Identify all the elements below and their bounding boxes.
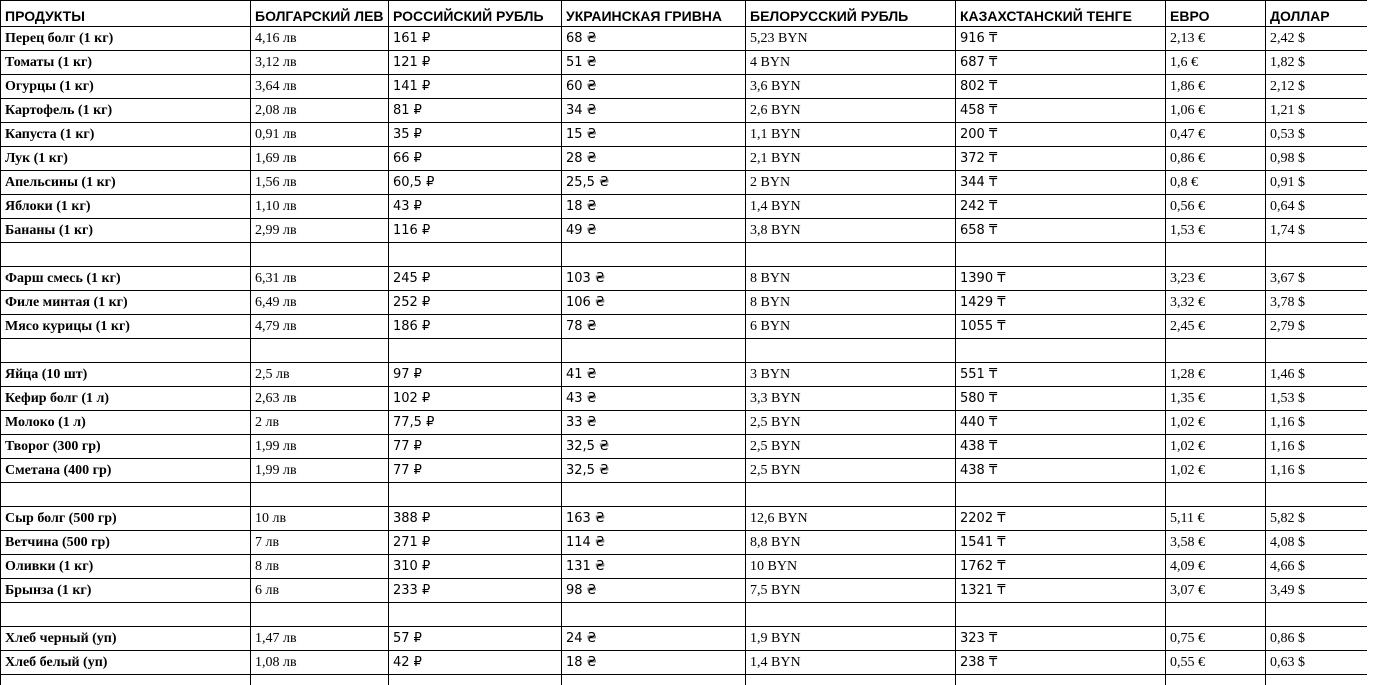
price-cell-byn[interactable]: 3,8 BYN (746, 219, 956, 243)
price-cell-byn[interactable]: 2,5 BYN (746, 435, 956, 459)
empty-cell[interactable] (1, 603, 251, 627)
empty-cell[interactable] (956, 675, 1166, 685)
price-cell-byn[interactable]: 8,8 BYN (746, 531, 956, 555)
price-cell-eur[interactable]: 0,8 € (1166, 171, 1266, 195)
table-row (1, 267, 1368, 291)
empty-cell[interactable] (956, 603, 1166, 627)
price-cell-byn[interactable]: 3,3 BYN (746, 387, 956, 411)
price-cell-bgn[interactable]: 0,91 лв (251, 123, 389, 147)
product-name-cell[interactable]: Оливки (1 кг) (1, 555, 251, 579)
product-name-cell[interactable]: Томаты (1 кг) (1, 51, 251, 75)
price-cell-byn[interactable]: 7,5 BYN (746, 579, 956, 603)
product-name-cell[interactable]: Хлеб черный (уп) (1, 627, 251, 651)
price-cell-eur[interactable]: 1,02 € (1166, 411, 1266, 435)
price-cell-bgn[interactable]: 3,12 лв (251, 51, 389, 75)
price-cell-uah[interactable]: 106 ₴ (562, 291, 746, 315)
price-cell-kzt[interactable]: 323 ₸ (956, 627, 1166, 651)
price-cell-uah[interactable]: 28 ₴ (562, 147, 746, 171)
price-cell-bgn[interactable]: 1,10 лв (251, 195, 389, 219)
price-cell-byn[interactable]: 5,23 BYN (746, 27, 956, 51)
price-cell-byn[interactable]: 2,5 BYN (746, 411, 956, 435)
column-header-rub[interactable]: РОССИЙСКИЙ РУБЛЬ (389, 1, 562, 27)
price-cell-rub[interactable]: 310 ₽ (389, 555, 562, 579)
product-name-cell[interactable]: Кефир болг (1 л) (1, 387, 251, 411)
price-cell-rub[interactable]: 245 ₽ (389, 267, 562, 291)
price-cell-kzt[interactable]: 1429 ₸ (956, 291, 1166, 315)
price-cell-kzt[interactable]: 238 ₸ (956, 651, 1166, 675)
table-row (1, 51, 1368, 75)
product-name-cell[interactable]: Сметана (400 гр) (1, 459, 251, 483)
price-cell-byn[interactable]: 2,6 BYN (746, 99, 956, 123)
price-cell-eur[interactable]: 1,35 € (1166, 387, 1266, 411)
product-name-cell[interactable]: Хлеб белый (уп) (1, 651, 251, 675)
price-cell-uah[interactable]: 103 ₴ (562, 267, 746, 291)
price-cell-byn[interactable]: 1,4 BYN (746, 195, 956, 219)
table-row (1, 531, 1368, 555)
price-cell-rub[interactable]: 233 ₽ (389, 579, 562, 603)
price-cell-rub[interactable]: 271 ₽ (389, 531, 562, 555)
price-cell-eur[interactable]: 1,28 € (1166, 363, 1266, 387)
price-cell-rub[interactable]: 43 ₽ (389, 195, 562, 219)
product-name-cell[interactable]: Мясо курицы (1 кг) (1, 315, 251, 339)
price-cell-eur[interactable]: 3,32 € (1166, 291, 1266, 315)
price-cell-byn[interactable]: 10 BYN (746, 555, 956, 579)
price-cell-kzt[interactable]: 242 ₸ (956, 195, 1166, 219)
column-header-kzt[interactable]: КАЗАХСТАНСКИЙ ТЕНГЕ (956, 1, 1166, 27)
table-row (1, 219, 1368, 243)
empty-cell[interactable] (562, 675, 746, 685)
price-cell-uah[interactable]: 131 ₴ (562, 555, 746, 579)
price-cell-bgn[interactable]: 1,99 лв (251, 435, 389, 459)
table-row (1, 171, 1368, 195)
price-cell-rub[interactable]: 77 ₽ (389, 459, 562, 483)
table-row (1, 411, 1368, 435)
price-cell-bgn[interactable]: 2,99 лв (251, 219, 389, 243)
product-name-cell[interactable]: Огурцы (1 кг) (1, 75, 251, 99)
empty-cell[interactable] (251, 339, 389, 363)
product-name-cell[interactable]: Картофель (1 кг) (1, 99, 251, 123)
price-cell-uah[interactable]: 32,5 ₴ (562, 459, 746, 483)
empty-cell[interactable] (1, 483, 251, 507)
product-name-cell[interactable]: Фарш смесь (1 кг) (1, 267, 251, 291)
price-cell-kzt[interactable]: 1541 ₸ (956, 531, 1166, 555)
table-row (1, 627, 1368, 651)
empty-cell[interactable] (1266, 339, 1368, 363)
column-header-usd[interactable]: ДОЛЛАР (1266, 1, 1368, 27)
price-cell-kzt[interactable]: 458 ₸ (956, 99, 1166, 123)
empty-cell[interactable] (746, 243, 956, 267)
price-cell-eur[interactable]: 3,23 € (1166, 267, 1266, 291)
empty-cell[interactable] (1, 243, 251, 267)
product-name-cell[interactable]: Яблоки (1 кг) (1, 195, 251, 219)
price-cell-eur[interactable]: 1,06 € (1166, 99, 1266, 123)
price-cell-byn[interactable]: 2 BYN (746, 171, 956, 195)
price-cell-eur[interactable]: 0,86 € (1166, 147, 1266, 171)
table-row (1, 579, 1368, 603)
price-cell-bgn[interactable]: 2,63 лв (251, 387, 389, 411)
price-cell-usd[interactable]: 4,08 $ (1266, 531, 1368, 555)
product-name-cell[interactable]: Творог (300 гр) (1, 435, 251, 459)
empty-cell[interactable] (1166, 603, 1266, 627)
table-row (1, 315, 1368, 339)
empty-row (1, 483, 1368, 507)
empty-cell[interactable] (746, 675, 956, 685)
price-cell-eur[interactable]: 3,58 € (1166, 531, 1266, 555)
price-cell-bgn[interactable]: 6,49 лв (251, 291, 389, 315)
price-cell-uah[interactable]: 60 ₴ (562, 75, 746, 99)
price-cell-usd[interactable]: 0,53 $ (1266, 123, 1368, 147)
product-name-cell[interactable]: Филе минтая (1 кг) (1, 291, 251, 315)
price-cell-byn[interactable]: 3 BYN (746, 363, 956, 387)
empty-cell[interactable] (1166, 243, 1266, 267)
table-row (1, 363, 1368, 387)
column-header-bgn[interactable]: БОЛГАРСКИЙ ЛЕВ (251, 1, 389, 27)
empty-cell[interactable] (956, 339, 1166, 363)
empty-cell[interactable] (1266, 603, 1368, 627)
empty-cell[interactable] (562, 243, 746, 267)
price-cell-kzt[interactable]: 1762 ₸ (956, 555, 1166, 579)
empty-cell[interactable] (389, 603, 562, 627)
price-cell-byn[interactable]: 1,4 BYN (746, 651, 956, 675)
price-cell-uah[interactable]: 41 ₴ (562, 363, 746, 387)
table-row (1, 555, 1368, 579)
price-cell-usd[interactable]: 1,16 $ (1266, 435, 1368, 459)
product-name-cell[interactable]: Яйца (10 шт) (1, 363, 251, 387)
empty-cell[interactable] (251, 675, 389, 685)
empty-cell[interactable] (562, 603, 746, 627)
price-cell-uah[interactable]: 43 ₴ (562, 387, 746, 411)
price-cell-uah[interactable]: 33 ₴ (562, 411, 746, 435)
empty-cell[interactable] (251, 603, 389, 627)
price-cell-uah[interactable]: 98 ₴ (562, 579, 746, 603)
price-cell-bgn[interactable]: 4,16 лв (251, 27, 389, 51)
price-cell-kzt[interactable]: 344 ₸ (956, 171, 1166, 195)
empty-cell[interactable] (251, 483, 389, 507)
empty-cell[interactable] (389, 483, 562, 507)
price-cell-byn[interactable]: 4 BYN (746, 51, 956, 75)
price-cell-eur[interactable]: 1,53 € (1166, 219, 1266, 243)
price-cell-uah[interactable]: 32,5 ₴ (562, 435, 746, 459)
product-name-cell[interactable]: Молоко (1 л) (1, 411, 251, 435)
table-row (1, 195, 1368, 219)
header-row (1, 1, 1368, 27)
price-cell-usd[interactable]: 0,86 $ (1266, 627, 1368, 651)
price-cell-usd[interactable]: 0,64 $ (1266, 195, 1368, 219)
price-cell-rub[interactable]: 116 ₽ (389, 219, 562, 243)
price-cell-rub[interactable]: 77 ₽ (389, 435, 562, 459)
empty-cell[interactable] (1166, 675, 1266, 685)
price-cell-rub[interactable]: 102 ₽ (389, 387, 562, 411)
price-cell-kzt[interactable]: 687 ₸ (956, 51, 1166, 75)
price-cell-byn[interactable]: 3,6 BYN (746, 75, 956, 99)
price-cell-uah[interactable]: 163 ₴ (562, 507, 746, 531)
product-name-cell[interactable]: Бананы (1 кг) (1, 219, 251, 243)
price-cell-bgn[interactable]: 1,69 лв (251, 147, 389, 171)
price-cell-uah[interactable]: 49 ₴ (562, 219, 746, 243)
price-cell-eur[interactable]: 0,75 € (1166, 627, 1266, 651)
price-cell-byn[interactable]: 1,9 BYN (746, 627, 956, 651)
price-cell-usd[interactable]: 5,82 $ (1266, 507, 1368, 531)
price-cell-rub[interactable]: 252 ₽ (389, 291, 562, 315)
price-cell-eur[interactable]: 1,02 € (1166, 435, 1266, 459)
empty-cell[interactable] (956, 243, 1166, 267)
price-cell-kzt[interactable]: 438 ₸ (956, 435, 1166, 459)
price-cell-usd[interactable]: 3,67 $ (1266, 267, 1368, 291)
price-cell-uah[interactable]: 34 ₴ (562, 99, 746, 123)
price-cell-eur[interactable]: 2,45 € (1166, 315, 1266, 339)
price-cell-bgn[interactable]: 6 лв (251, 579, 389, 603)
empty-cell[interactable] (1266, 675, 1368, 685)
price-cell-bgn[interactable]: 10 лв (251, 507, 389, 531)
price-cell-eur[interactable]: 4,09 € (1166, 555, 1266, 579)
empty-cell[interactable] (1266, 483, 1368, 507)
price-cell-usd[interactable]: 2,12 $ (1266, 75, 1368, 99)
column-header-byn[interactable]: БЕЛОРУССКИЙ РУБЛЬ (746, 1, 956, 27)
price-cell-uah[interactable]: 15 ₴ (562, 123, 746, 147)
empty-cell[interactable] (746, 603, 956, 627)
price-cell-eur[interactable]: 0,55 € (1166, 651, 1266, 675)
price-cell-usd[interactable]: 2,42 $ (1266, 27, 1368, 51)
price-cell-eur[interactable]: 0,47 € (1166, 123, 1266, 147)
empty-cell[interactable] (1, 675, 251, 685)
price-cell-rub[interactable]: 121 ₽ (389, 51, 562, 75)
product-name-cell[interactable]: Лук (1 кг) (1, 147, 251, 171)
price-cell-uah[interactable]: 78 ₴ (562, 315, 746, 339)
table-row (1, 123, 1368, 147)
table-row (1, 99, 1368, 123)
table-row (1, 291, 1368, 315)
price-cell-eur[interactable]: 3,07 € (1166, 579, 1266, 603)
price-cell-eur[interactable]: 2,13 € (1166, 27, 1266, 51)
price-cell-usd[interactable]: 1,53 $ (1266, 387, 1368, 411)
price-cell-bgn[interactable]: 2 лв (251, 411, 389, 435)
price-cell-uah[interactable]: 18 ₴ (562, 195, 746, 219)
column-header-uah[interactable]: УКРАИНСКАЯ ГРИВНА (562, 1, 746, 27)
table-row (1, 147, 1368, 171)
price-cell-byn[interactable]: 1,1 BYN (746, 123, 956, 147)
price-cell-usd[interactable]: 2,79 $ (1266, 315, 1368, 339)
price-cell-uah[interactable]: 51 ₴ (562, 51, 746, 75)
price-cell-eur[interactable]: 5,11 € (1166, 507, 1266, 531)
empty-cell[interactable] (746, 339, 956, 363)
price-cell-bgn[interactable]: 7 лв (251, 531, 389, 555)
product-name-cell[interactable]: Ветчина (500 гр) (1, 531, 251, 555)
price-cell-kzt[interactable]: 372 ₸ (956, 147, 1166, 171)
price-cell-rub[interactable]: 141 ₽ (389, 75, 562, 99)
price-cell-byn[interactable]: 8 BYN (746, 291, 956, 315)
table-body (1, 27, 1368, 685)
price-cell-byn[interactable]: 2,5 BYN (746, 459, 956, 483)
price-cell-usd[interactable]: 1,16 $ (1266, 411, 1368, 435)
price-cell-uah[interactable]: 18 ₴ (562, 651, 746, 675)
price-cell-kzt[interactable]: 200 ₸ (956, 123, 1166, 147)
table-row (1, 507, 1368, 531)
price-cell-kzt[interactable]: 1055 ₸ (956, 315, 1166, 339)
column-header-products[interactable]: ПРОДУКТЫ (1, 1, 251, 27)
price-cell-usd[interactable]: 0,98 $ (1266, 147, 1368, 171)
empty-cell[interactable] (389, 243, 562, 267)
price-cell-uah[interactable]: 24 ₴ (562, 627, 746, 651)
price-cell-rub[interactable]: 186 ₽ (389, 315, 562, 339)
price-cell-byn[interactable]: 12,6 BYN (746, 507, 956, 531)
empty-cell[interactable] (389, 675, 562, 685)
price-cell-rub[interactable]: 42 ₽ (389, 651, 562, 675)
table-row (1, 651, 1368, 675)
empty-row (1, 675, 1368, 685)
price-cell-kzt[interactable]: 580 ₸ (956, 387, 1166, 411)
price-cell-rub[interactable]: 35 ₽ (389, 123, 562, 147)
table-row (1, 387, 1368, 411)
price-cell-bgn[interactable]: 1,56 лв (251, 171, 389, 195)
price-cell-rub[interactable]: 57 ₽ (389, 627, 562, 651)
empty-cell[interactable] (956, 483, 1166, 507)
empty-cell[interactable] (389, 339, 562, 363)
price-cell-bgn[interactable]: 1,08 лв (251, 651, 389, 675)
price-cell-kzt[interactable]: 438 ₸ (956, 459, 1166, 483)
product-name-cell[interactable]: Апельсины (1 кг) (1, 171, 251, 195)
price-cell-rub[interactable]: 77,5 ₽ (389, 411, 562, 435)
table-row (1, 27, 1368, 51)
empty-row (1, 243, 1368, 267)
price-cell-bgn[interactable]: 2,5 лв (251, 363, 389, 387)
product-name-cell[interactable]: Брынза (1 кг) (1, 579, 251, 603)
price-cell-usd[interactable]: 1,74 $ (1266, 219, 1368, 243)
price-cell-kzt[interactable]: 2202 ₸ (956, 507, 1166, 531)
column-header-eur[interactable]: ЕВРО (1166, 1, 1266, 27)
price-cell-usd[interactable]: 1,82 $ (1266, 51, 1368, 75)
empty-cell[interactable] (1166, 483, 1266, 507)
price-cell-bgn[interactable]: 1,47 лв (251, 627, 389, 651)
price-cell-bgn[interactable]: 1,99 лв (251, 459, 389, 483)
price-cell-bgn[interactable]: 8 лв (251, 555, 389, 579)
empty-cell[interactable] (562, 339, 746, 363)
price-cell-uah[interactable]: 68 ₴ (562, 27, 746, 51)
empty-row (1, 339, 1368, 363)
price-cell-uah[interactable]: 114 ₴ (562, 531, 746, 555)
price-cell-rub[interactable]: 66 ₽ (389, 147, 562, 171)
table-row (1, 459, 1368, 483)
price-cell-kzt[interactable]: 1321 ₸ (956, 579, 1166, 603)
price-cell-usd[interactable]: 3,78 $ (1266, 291, 1368, 315)
price-cell-kzt[interactable]: 440 ₸ (956, 411, 1166, 435)
price-cell-rub[interactable]: 161 ₽ (389, 27, 562, 51)
product-name-cell[interactable]: Перец болг (1 кг) (1, 27, 251, 51)
price-cell-kzt[interactable]: 658 ₸ (956, 219, 1166, 243)
price-cell-rub[interactable]: 388 ₽ (389, 507, 562, 531)
price-cell-byn[interactable]: 6 BYN (746, 315, 956, 339)
price-cell-usd[interactable]: 4,66 $ (1266, 555, 1368, 579)
price-cell-kzt[interactable]: 916 ₸ (956, 27, 1166, 51)
price-cell-usd[interactable]: 1,21 $ (1266, 99, 1368, 123)
price-cell-bgn[interactable]: 6,31 лв (251, 267, 389, 291)
price-cell-usd[interactable]: 1,46 $ (1266, 363, 1368, 387)
empty-cell[interactable] (562, 483, 746, 507)
price-cell-bgn[interactable]: 2,08 лв (251, 99, 389, 123)
price-cell-kzt[interactable]: 802 ₸ (956, 75, 1166, 99)
price-cell-eur[interactable]: 1,86 € (1166, 75, 1266, 99)
price-cell-rub[interactable]: 60,5 ₽ (389, 171, 562, 195)
empty-row (1, 603, 1368, 627)
table-row (1, 75, 1368, 99)
price-cell-byn[interactable]: 8 BYN (746, 267, 956, 291)
empty-cell[interactable] (746, 483, 956, 507)
price-cell-eur[interactable]: 1,6 € (1166, 51, 1266, 75)
price-cell-bgn[interactable]: 4,79 лв (251, 315, 389, 339)
price-cell-bgn[interactable]: 3,64 лв (251, 75, 389, 99)
price-cell-kzt[interactable]: 1390 ₸ (956, 267, 1166, 291)
product-name-cell[interactable]: Капуста (1 кг) (1, 123, 251, 147)
price-cell-eur[interactable]: 1,02 € (1166, 459, 1266, 483)
price-cell-eur[interactable]: 0,56 € (1166, 195, 1266, 219)
price-cell-kzt[interactable]: 551 ₸ (956, 363, 1166, 387)
empty-cell[interactable] (1166, 339, 1266, 363)
price-cell-usd[interactable]: 0,91 $ (1266, 171, 1368, 195)
price-cell-rub[interactable]: 97 ₽ (389, 363, 562, 387)
product-name-cell[interactable]: Сыр болг (500 гр) (1, 507, 251, 531)
price-cell-byn[interactable]: 2,1 BYN (746, 147, 956, 171)
empty-cell[interactable] (1, 339, 251, 363)
price-cell-usd[interactable]: 3,49 $ (1266, 579, 1368, 603)
empty-cell[interactable] (251, 243, 389, 267)
price-cell-usd[interactable]: 0,63 $ (1266, 651, 1368, 675)
price-cell-usd[interactable]: 1,16 $ (1266, 459, 1368, 483)
table-row (1, 435, 1368, 459)
price-cell-uah[interactable]: 25,5 ₴ (562, 171, 746, 195)
empty-cell[interactable] (1266, 243, 1368, 267)
price-cell-rub[interactable]: 81 ₽ (389, 99, 562, 123)
